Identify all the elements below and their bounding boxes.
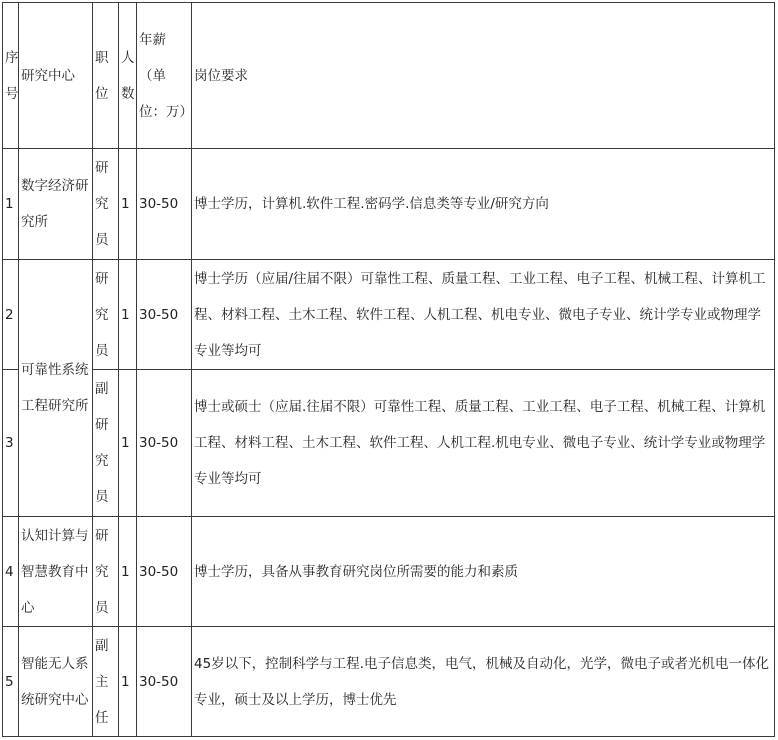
header-salary: 年薪（单位：万） [137, 3, 192, 149]
row-center: 数字经济研究所 [19, 149, 93, 260]
row-title: 研究员 [93, 517, 119, 627]
row-center-merged: 可靠性系统工程研究所 [19, 260, 93, 517]
row-title: 副研究员 [93, 370, 119, 517]
row-requirements: 博士或硕士（应届.往届不限）可靠性工程、质量工程、工业工程、电子工程、机械工程、计算机工程、材料工程、土木工程、软件工程、人机工程.机电专业、微电子专业、统计学专业或物理学专业等均可 [192, 370, 775, 517]
row-count: 1 [119, 517, 137, 627]
row-seq: 1 [3, 149, 19, 260]
header-title: 职位 [93, 3, 119, 149]
row-requirements: 45岁以下，控制科学与工程.电子信息类，电气，机械及自动化，光学，微电子或者光机电一体化专业，硕士及以上学历，博士优先 [192, 627, 775, 737]
row-salary: 30-50 [137, 517, 192, 627]
recruitment-table [2, 2, 775, 737]
row-title: 研究员 [93, 149, 119, 260]
table-row [3, 517, 775, 627]
row-center: 认知计算与智慧教育中心 [19, 517, 93, 627]
header-seq: 序号 [3, 3, 19, 149]
row-salary: 30-50 [137, 149, 192, 260]
row-requirements: 博士学历，计算机.软件工程.密码学.信息类等专业/研究方向 [192, 149, 775, 260]
row-title: 研究员 [93, 260, 119, 370]
row-salary: 30-50 [137, 370, 192, 517]
table-row [3, 627, 775, 737]
row-center: 智能无人系统研究中心 [19, 627, 93, 737]
header-count: 人数 [119, 3, 137, 149]
row-count: 1 [119, 370, 137, 517]
row-salary: 30-50 [137, 260, 192, 370]
table-row [3, 370, 775, 517]
row-requirements: 博士学历，具备从事教育研究岗位所需要的能力和素质 [192, 517, 775, 627]
row-seq: 2 [3, 260, 19, 370]
header-center: 研究中心 [19, 3, 93, 149]
table-header-row [3, 3, 775, 149]
row-seq: 4 [3, 517, 19, 627]
header-requirements: 岗位要求 [192, 3, 775, 149]
row-salary: 30-50 [137, 627, 192, 737]
row-count: 1 [119, 627, 137, 737]
row-requirements: 博士学历（应届/往届不限）可靠性工程、质量工程、工业工程、电子工程、机械工程、计算机工程、材料工程、土木工程、软件工程、人机工程、机电专业、微电子专业、统计学专业或物理学专业等均可 [192, 260, 775, 370]
row-count: 1 [119, 260, 137, 370]
row-seq: 3 [3, 370, 19, 517]
row-count: 1 [119, 149, 137, 260]
row-seq: 5 [3, 627, 19, 737]
row-title: 副主任 [93, 627, 119, 737]
table-row [3, 260, 775, 370]
table-row [3, 149, 775, 260]
